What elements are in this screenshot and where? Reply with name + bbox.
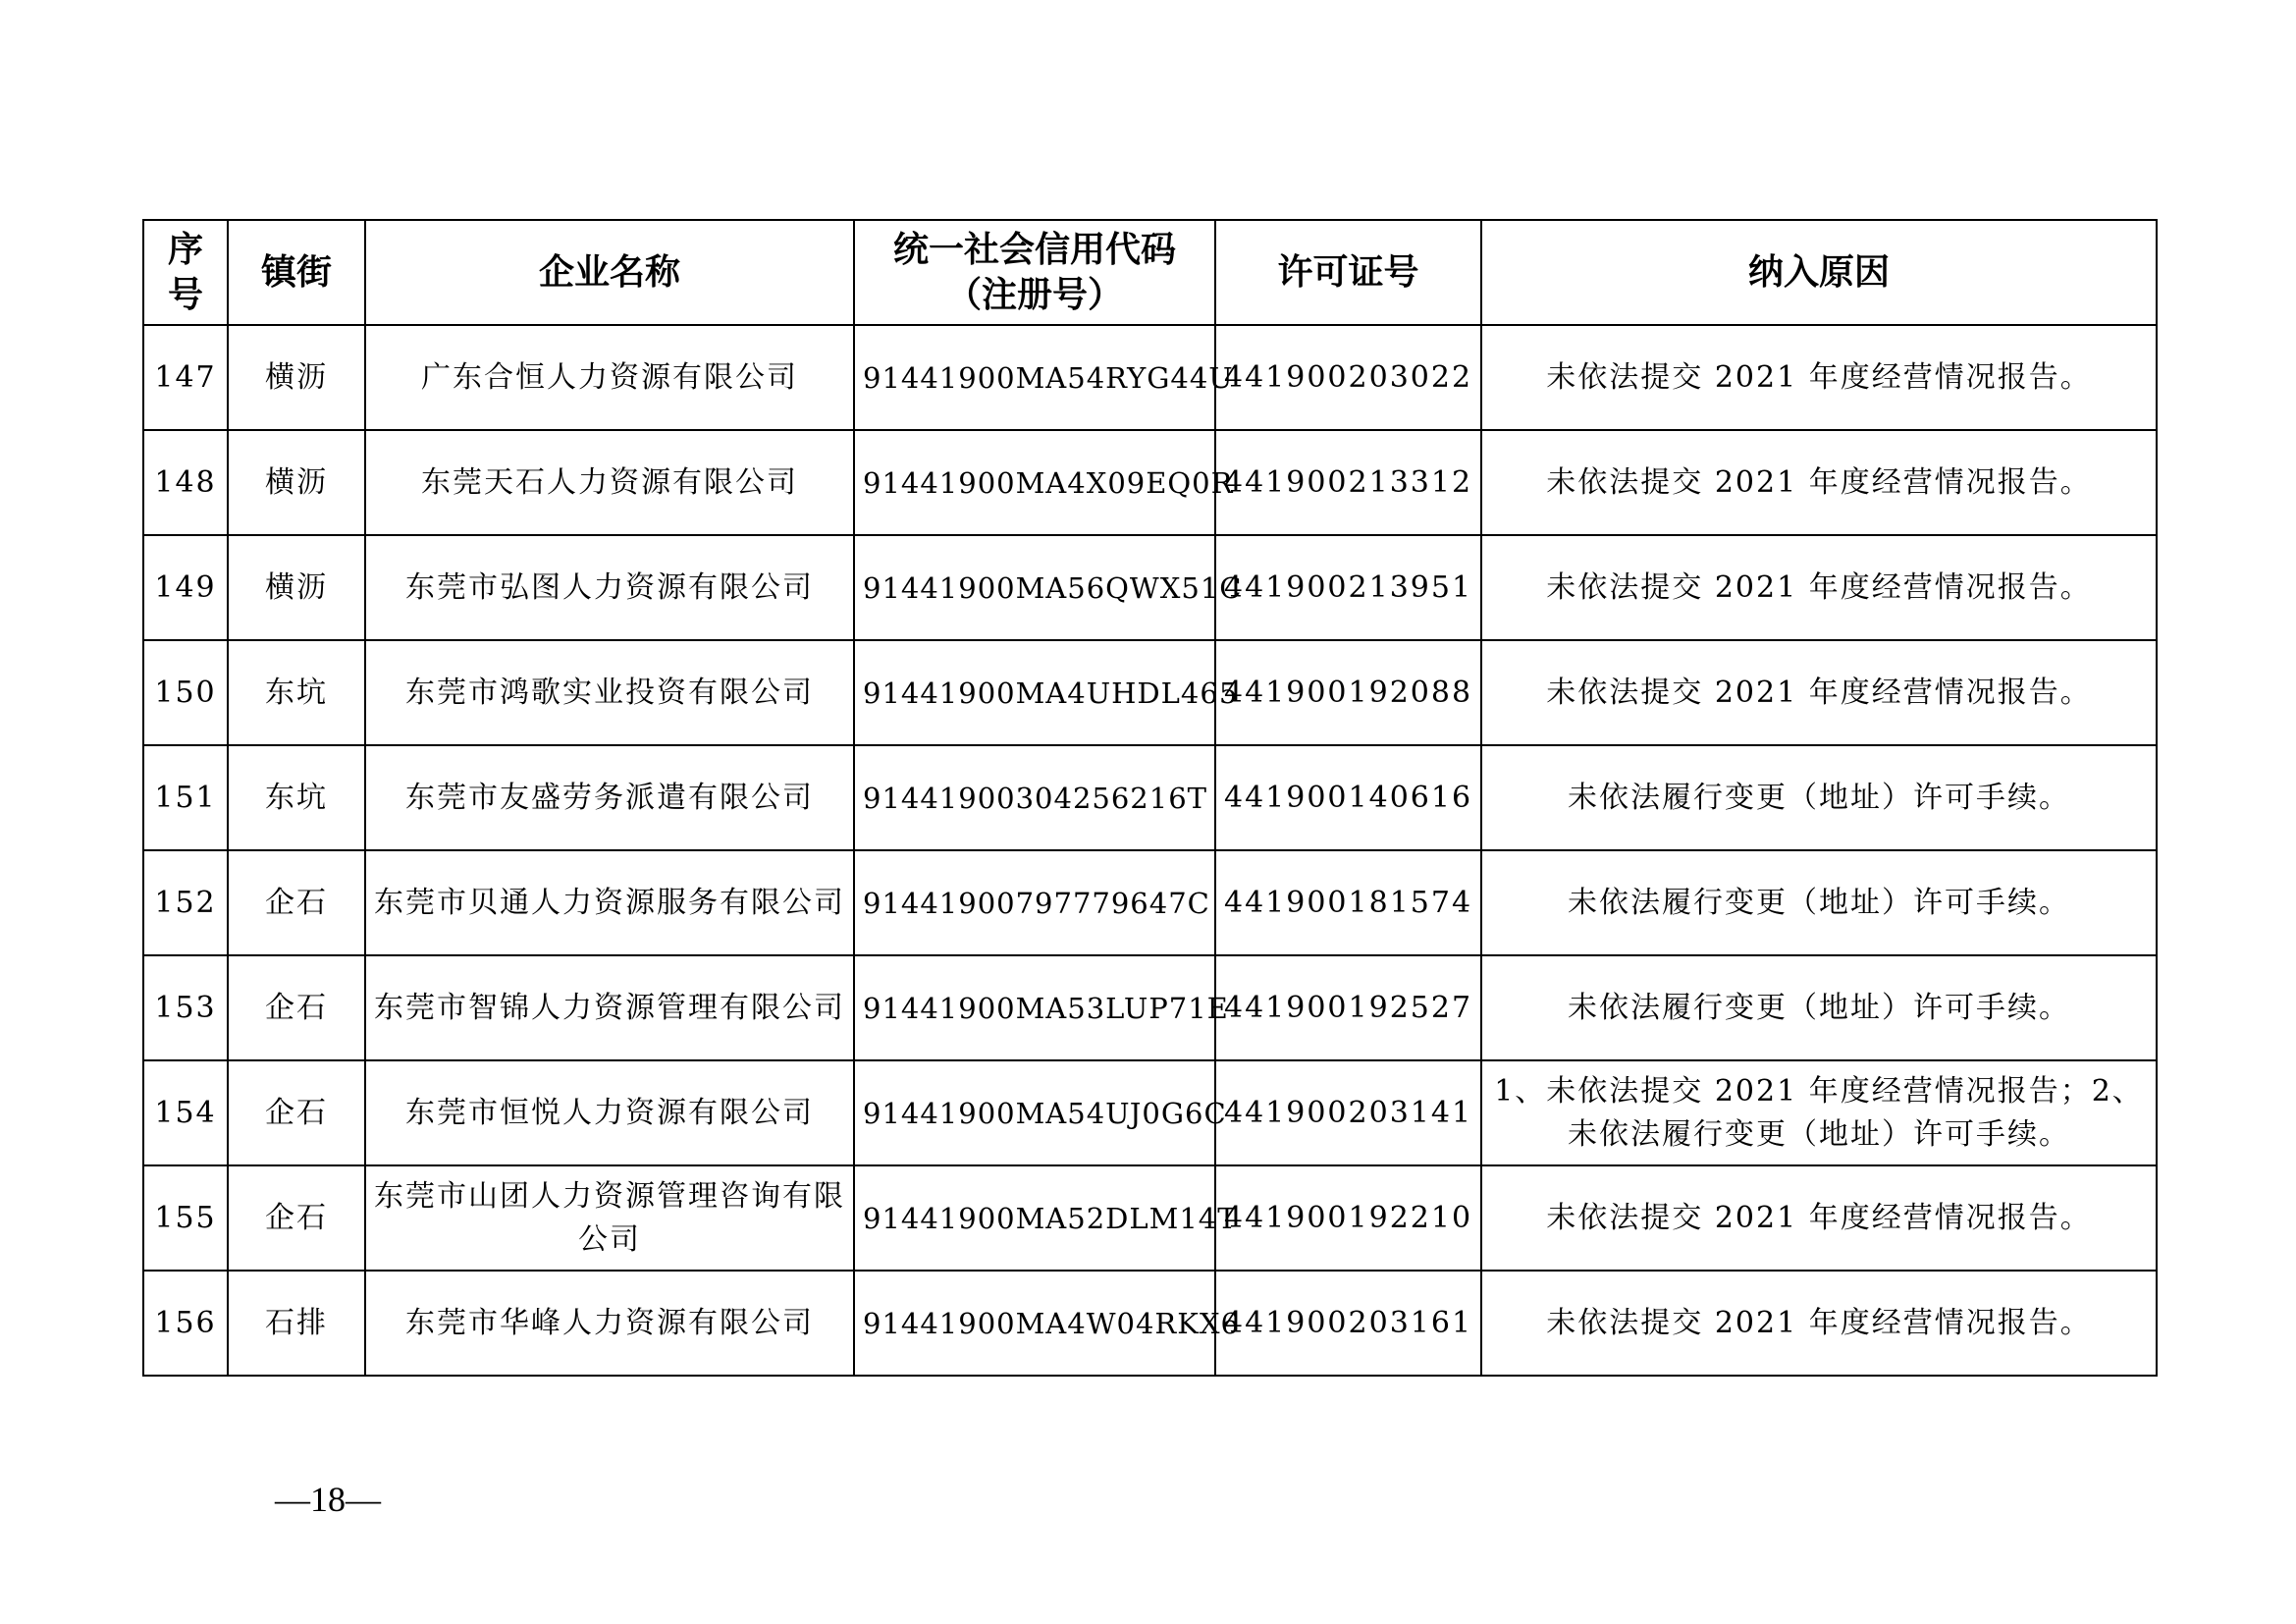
cell-license: 441900192527 [1215,955,1481,1060]
cell-code: 91441900MA54RYG44U [854,325,1215,430]
cell-town: 石排 [228,1271,365,1376]
cell-company: 东莞市友盛劳务派遣有限公司 [365,745,854,850]
cell-seq: 156 [143,1271,228,1376]
cell-code: 91441900MA56QWX51C [854,535,1215,640]
cell-reason: 未依法履行变更（地址）许可手续。 [1481,850,2157,955]
cell-seq: 147 [143,325,228,430]
cell-town: 横沥 [228,325,365,430]
header-seq-line2: 号 [167,274,203,315]
table-row [143,745,2157,850]
cell-code: 91441900MA4UHDL465 [854,640,1215,745]
cell-reason: 未依法提交 2021 年度经营情况报告。 [1481,1165,2157,1271]
cell-license: 441900203161 [1215,1271,1481,1376]
cell-reason: 未依法提交 2021 年度经营情况报告。 [1481,1271,2157,1376]
cell-company: 东莞天石人力资源有限公司 [365,430,854,535]
cell-reason: 未依法提交 2021 年度经营情况报告。 [1481,325,2157,430]
cell-license: 441900192210 [1215,1165,1481,1271]
table-row [143,1165,2157,1271]
cell-company: 东莞市弘图人力资源有限公司 [365,535,854,640]
header-code-line1: 统一社会信用代码 [892,229,1176,270]
header-seq [143,220,228,325]
header-seq-line1: 序 [167,229,203,270]
cell-company: 东莞市智锦人力资源管理有限公司 [365,955,854,1060]
table-row [143,1271,2157,1376]
cell-reason: 未依法提交 2021 年度经营情况报告。 [1481,430,2157,535]
cell-company: 广东合恒人力资源有限公司 [365,325,854,430]
table-row [143,430,2157,535]
cell-company: 东莞市贝通人力资源服务有限公司 [365,850,854,955]
page-number: —18— [275,1480,381,1519]
header-company: 企业名称 [365,220,854,325]
cell-code: 91441900MA4X09EQ0R [854,430,1215,535]
header-town: 镇街 [228,220,365,325]
cell-town: 东坑 [228,745,365,850]
cell-seq: 152 [143,850,228,955]
cell-town: 横沥 [228,535,365,640]
enterprise-table [142,219,2158,1377]
cell-license: 441900203022 [1215,325,1481,430]
cell-town: 企石 [228,850,365,955]
cell-license: 441900203141 [1215,1060,1481,1165]
cell-company: 东莞市山团人力资源管理咨询有限公司 [365,1165,854,1271]
header-license: 许可证号 [1215,220,1481,325]
cell-license: 441900213312 [1215,430,1481,535]
cell-seq: 153 [143,955,228,1060]
table-row [143,1060,2157,1165]
header-reason: 纳入原因 [1481,220,2157,325]
table-row [143,640,2157,745]
cell-seq: 151 [143,745,228,850]
cell-town: 企石 [228,955,365,1060]
cell-code: 91441900797779647C [854,850,1215,955]
cell-company: 东莞市华峰人力资源有限公司 [365,1271,854,1376]
cell-code: 91441900MA54UJ0G6C [854,1060,1215,1165]
header-code [854,220,1215,325]
cell-reason: 未依法提交 2021 年度经营情况报告。 [1481,535,2157,640]
table-row [143,535,2157,640]
cell-seq: 148 [143,430,228,535]
cell-code: 91441900MA53LUP71E [854,955,1215,1060]
cell-code: 91441900304256216T [854,745,1215,850]
table-row [143,955,2157,1060]
cell-reason: 未依法履行变更（地址）许可手续。 [1481,745,2157,850]
cell-license: 441900213951 [1215,535,1481,640]
cell-reason: 未依法履行变更（地址）许可手续。 [1481,955,2157,1060]
cell-reason: 1、未依法提交 2021 年度经营情况报告；2、未依法履行变更（地址）许可手续。 [1481,1060,2157,1165]
cell-reason: 未依法提交 2021 年度经营情况报告。 [1481,640,2157,745]
header-code-line2: （注册号） [945,274,1123,315]
table-header-row [143,220,2157,325]
cell-code: 91441900MA52DLM14T [854,1165,1215,1271]
table-row [143,850,2157,955]
cell-company: 东莞市鸿歌实业投资有限公司 [365,640,854,745]
table-row [143,325,2157,430]
cell-license: 441900192088 [1215,640,1481,745]
cell-seq: 150 [143,640,228,745]
cell-town: 东坑 [228,640,365,745]
cell-license: 441900140616 [1215,745,1481,850]
cell-town: 横沥 [228,430,365,535]
cell-town: 企石 [228,1165,365,1271]
cell-seq: 154 [143,1060,228,1165]
cell-company: 东莞市恒悦人力资源有限公司 [365,1060,854,1165]
cell-town: 企石 [228,1060,365,1165]
cell-seq: 155 [143,1165,228,1271]
cell-code: 91441900MA4W04RKX6 [854,1271,1215,1376]
cell-seq: 149 [143,535,228,640]
cell-license: 441900181574 [1215,850,1481,955]
